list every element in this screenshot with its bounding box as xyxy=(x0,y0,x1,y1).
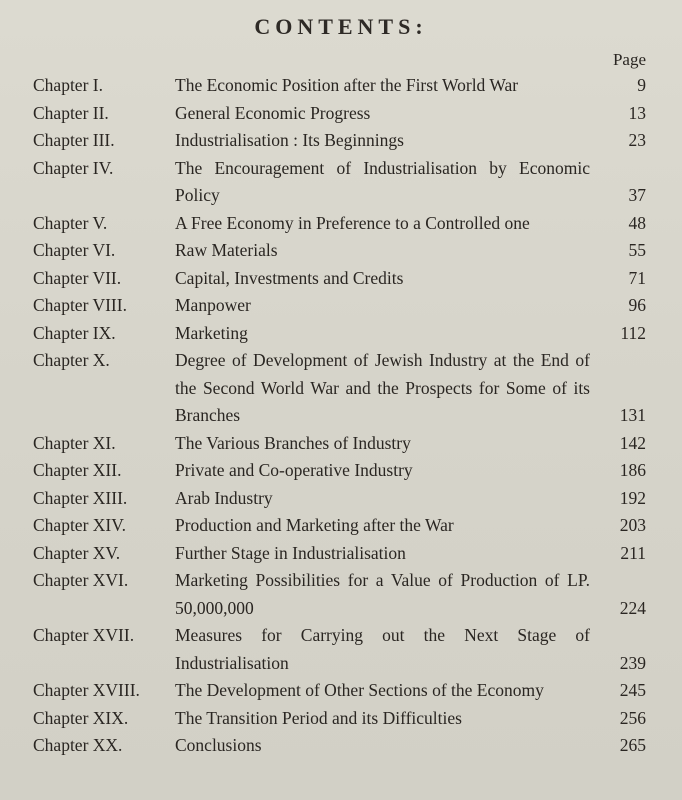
toc-entry xyxy=(0,292,682,320)
toc-entry xyxy=(0,540,682,568)
chapter-label: Chapter XIV. xyxy=(33,515,126,535)
chapter-label: Chapter X. xyxy=(33,350,110,370)
chapter-title: A Free Economy in Preference to a Controlled one xyxy=(175,212,530,233)
toc-entry xyxy=(0,512,682,540)
page-number: 245 xyxy=(619,680,646,700)
chapter-label: Chapter II. xyxy=(33,102,109,123)
page-number: 112 xyxy=(620,322,646,343)
chapter-label: Chapter IX. xyxy=(33,322,116,343)
page-number: 37 xyxy=(628,185,646,205)
chapter-title: The Economic Position after the First World War xyxy=(175,75,519,95)
toc-entry xyxy=(0,72,682,100)
chapter-title: Conclusions xyxy=(175,735,262,755)
chapter-title: Further Stage in Industrialisation xyxy=(175,542,406,563)
chapter-title: Marketing xyxy=(175,322,248,343)
page-number: 13 xyxy=(628,102,646,123)
chapter-title: Capital, Investments and Credits xyxy=(175,267,404,288)
chapter-title: Industrialisation : Its Beginnings xyxy=(175,130,404,150)
toc-entry xyxy=(0,705,682,733)
chapter-title: Manpower xyxy=(175,295,251,315)
page-number: 48 xyxy=(628,212,646,233)
chapter-label: Chapter VII. xyxy=(33,267,122,288)
chapter-label: Chapter VI. xyxy=(33,240,116,260)
page-number: 211 xyxy=(620,542,646,563)
chapter-title: Raw Materials xyxy=(175,240,278,260)
chapter-label: Chapter XI. xyxy=(33,432,116,453)
chapter-title: General Economic Progress xyxy=(175,102,371,123)
toc-entry xyxy=(0,155,682,210)
page-number: 192 xyxy=(619,487,646,508)
chapter-label: Chapter XIX. xyxy=(33,707,129,728)
toc-entry xyxy=(0,567,682,622)
toc-entry xyxy=(0,430,682,458)
chapter-title: The Various Branches of Industry xyxy=(175,432,411,453)
toc-entry xyxy=(0,237,682,265)
chapter-title: Arab Industry xyxy=(175,487,273,508)
chapter-label: Chapter XV. xyxy=(33,542,121,563)
chapter-label: Chapter V. xyxy=(33,212,108,233)
chapter-title: Marketing Possibilities for a Value of Production of LP. 50,000,000 xyxy=(175,570,590,618)
chapter-title: Private and Co-operative Industry xyxy=(175,460,413,480)
page-number: 96 xyxy=(628,295,646,315)
page-number: 55 xyxy=(628,240,646,260)
chapter-title: Measures for Carrying out the Next Stage of Industrialisation xyxy=(175,625,590,673)
toc-entry xyxy=(0,347,682,430)
chapter-label: Chapter XIII. xyxy=(33,487,128,508)
toc-entry xyxy=(0,100,682,128)
page-number: 203 xyxy=(619,515,646,535)
chapter-title: Degree of Development of Jewish Industry at the End of the Second World War and the Prospects for Some of its Branches xyxy=(175,350,590,425)
toc-entry xyxy=(0,265,682,293)
toc-entry xyxy=(0,320,682,348)
toc-entry xyxy=(0,210,682,238)
chapter-title: Production and Marketing after the War xyxy=(175,515,454,535)
toc-entry xyxy=(0,677,682,705)
page-number: 256 xyxy=(619,707,646,728)
page-number: 71 xyxy=(628,267,646,288)
chapter-title: The Development of Other Sections of the Economy xyxy=(175,680,544,700)
page-number: 131 xyxy=(619,405,646,425)
toc-entry xyxy=(0,485,682,513)
chapter-label: Chapter IV. xyxy=(33,157,114,178)
chapter-label: Chapter I. xyxy=(33,75,103,95)
chapter-label: Chapter XVI. xyxy=(33,570,129,590)
chapter-title: The Encouragement of Industrialisation by Economic Policy xyxy=(175,157,590,205)
chapter-label: Chapter XX. xyxy=(33,735,123,755)
chapter-title: The Transition Period and its Difficulties xyxy=(175,707,462,728)
page-number: 186 xyxy=(619,460,646,480)
page-column-label: Page xyxy=(612,50,646,69)
page-number: 239 xyxy=(619,652,646,673)
page-number: 142 xyxy=(619,432,646,453)
page-number: 224 xyxy=(619,597,646,618)
page-number: 23 xyxy=(628,130,646,150)
page-number: 265 xyxy=(619,735,646,755)
chapter-label: Chapter XVIII. xyxy=(33,680,140,700)
toc-entry xyxy=(0,457,682,485)
chapter-label: Chapter VIII. xyxy=(33,295,127,315)
toc-entry xyxy=(0,127,682,155)
chapter-label: Chapter XVII. xyxy=(33,625,135,645)
toc-entry xyxy=(0,732,682,760)
chapter-label: Chapter III. xyxy=(33,130,115,150)
page-title: CONTENTS: xyxy=(254,14,428,39)
table-of-contents xyxy=(0,72,682,760)
page-number: 9 xyxy=(637,75,646,95)
chapter-label: Chapter XII. xyxy=(33,460,122,480)
toc-entry xyxy=(0,622,682,677)
